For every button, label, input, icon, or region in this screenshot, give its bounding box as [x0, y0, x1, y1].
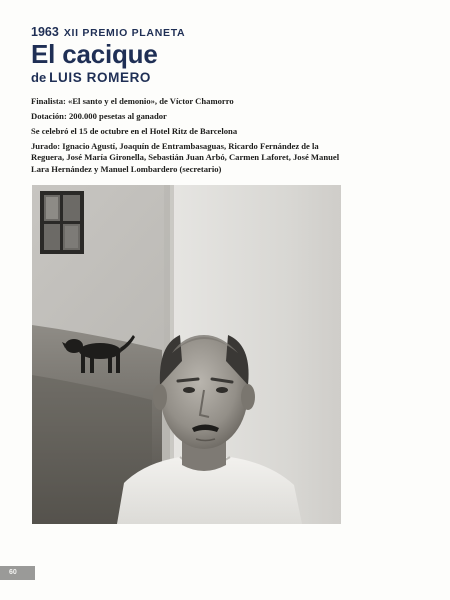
jury-value: Ignacio Agustí, Joaquín de Entrambasaguas, Ricardo Fernández de la Reguera, José María Gironella, Sebastián Juan Arbó, Carmen Laforet, José Manuel Lara Hernández y Manuel Lombardero (secretario)	[31, 140, 340, 174]
author-name: LUIS ROMERO	[49, 70, 152, 85]
author-prefix: de	[31, 70, 47, 85]
endowment-value: 200.000 pesetas al ganador	[68, 110, 167, 121]
celebration-line	[31, 126, 351, 138]
finalist-value: «El santo y el demonio», de Víctor Chamorro	[68, 96, 234, 106]
endowment-line	[31, 111, 351, 123]
endowment-label: Dotación:	[31, 110, 67, 121]
finalist-label: Finalista:	[31, 96, 66, 106]
author-photo	[32, 185, 341, 524]
award-name: XII PREMIO PLANETA	[63, 27, 186, 39]
jury-label: Jurado:	[31, 140, 61, 151]
jury-line	[31, 141, 351, 176]
finalist-line	[31, 96, 351, 108]
book-title: El cacique	[31, 39, 158, 69]
year: 1963	[31, 25, 59, 39]
celebration-text: Se celebró el 15 de octubre en el Hotel Ritz de Barcelona	[31, 125, 238, 136]
author-line	[31, 69, 185, 87]
page-header	[31, 25, 185, 87]
page-number: 60	[0, 566, 35, 580]
prize-details	[31, 96, 351, 179]
year-award-line	[31, 25, 185, 40]
